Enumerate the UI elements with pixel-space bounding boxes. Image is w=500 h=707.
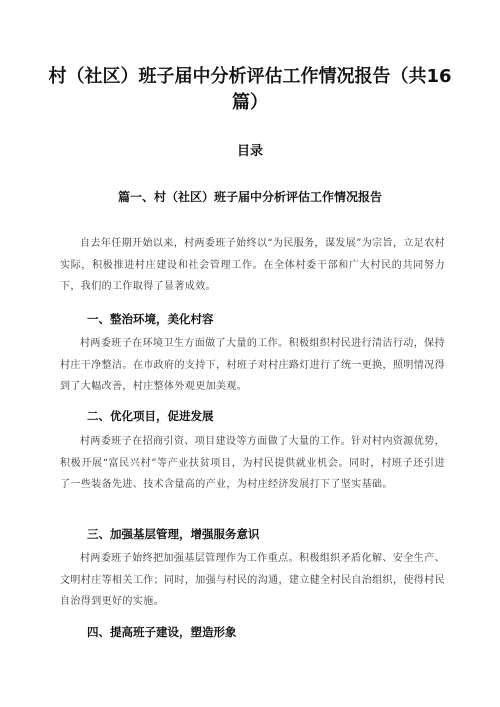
section-paragraph: 村两委班子在环境卫生方面做了大量的工作。积极组织村民进行清洁行动，保持村庄干净整洁。在市政府的支持下，村班子对村庄路灯进行了统一更换，照明情况得到了大幅改善，村庄整体外观更加美观。 (60, 338, 445, 392)
section-heading: 二、优化项目，促进发展 (87, 409, 214, 423)
toc-heading: 目录 (236, 144, 263, 159)
section-heading: 四、提高班子建设，塑造形象 (87, 625, 237, 639)
section-heading: 一、整治环境，美化村容 (87, 312, 214, 326)
section-paragraph: 村两委班子始终把加强基层管理作为工作重点。积极组织矛盾化解、安全生产、文明村庄等相关工作；同时，加强与村民的沟通，建立健全村民自治组织，使得村民自治得到更好的实施。 (60, 553, 445, 607)
article-heading: 篇一、村（社区）班子届中分析评估工作情况报告 (117, 190, 382, 204)
intro-paragraph: 自去年任期开始以来，村两委班子始终以“为民服务，谋发展”为宗旨，立足农村实际，积极推进村庄建设和社会管理工作。在全体村委干部和广大村民的共同努力下，我们的工作取得了显著成效。 (60, 238, 445, 292)
section-paragraph: 村两委班子在招商引资、项目建设等方面做了大量的工作。针对村内资源优势，积极开展“富民兴村”等产业扶贫项目，为村民提供就业机会。同时，村班子还引进了一些装备先进、技术含量高的产业，为村庄经济发展打下了坚实基础。 (60, 436, 445, 490)
section-heading: 三、加强基层管理，增强服务意识 (87, 527, 260, 541)
document-title: 村（社区）班子届中分析评估工作情况报告（共16篇） (48, 66, 452, 113)
